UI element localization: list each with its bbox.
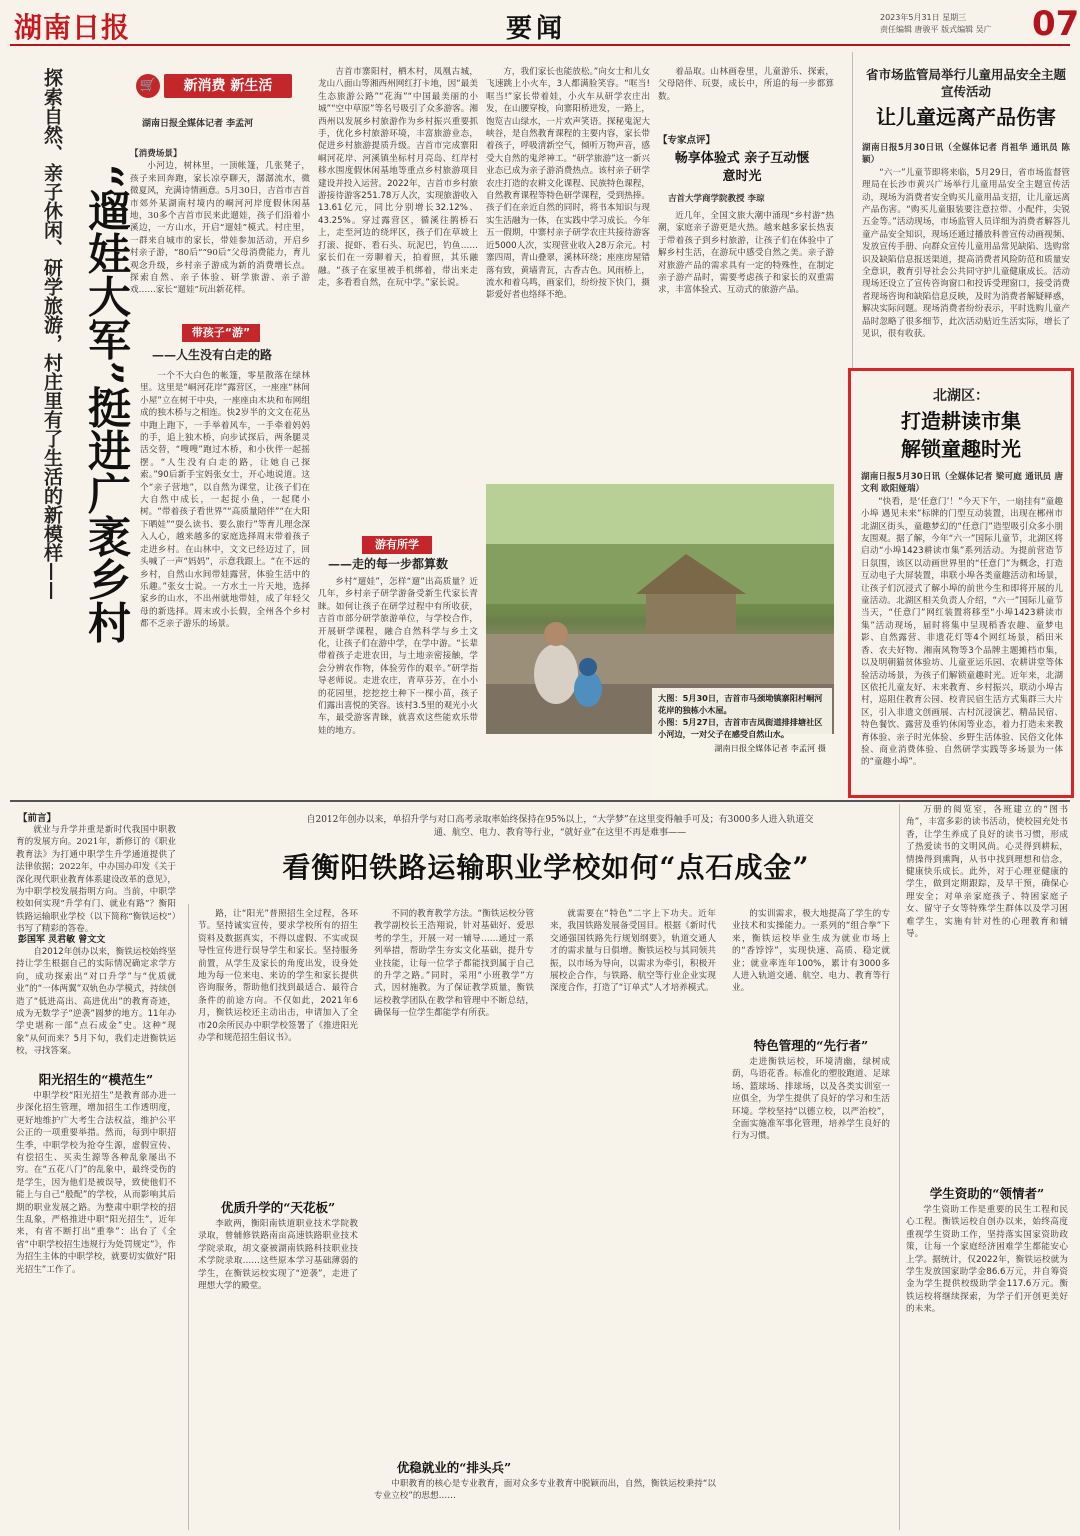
- lead-byline: 湖南日报全媒体记者 李孟河: [142, 119, 254, 129]
- sec5-paragraph: 学生资助工作是重要的民生工程和民心工程。衡铁运校自创办以来，始终高度重视学生资助工作，坚持落实国家资助政策，让每一个家庭经济困难学生都能安心上学。据统计，仅2022年，衡铁运校就为学生发放国家助学金86.6万元，并自筹资金为学生提供校级助学金117.6万元。衡铁运校将继续探索，为学子们开创更美好的未来。: [906, 1205, 1068, 1315]
- bottom-col2-paragraph: 路，让“阳光”普照招生全过程，各环节。坚持诚实宣传，要求学校所有的招生资料及数据真实，不得以虚假、不实或误导性宣传进行误导学生和家长。坚持服务前置，从学生及家长的角度出发，设身处地为每一位来电、来访的学生和家长提供咨询服务，帮助他们找到最适合、最符合条件的前途方向。不仅如此，2021年6月，衡铁运校还主动出击，申请加入了全市20余所民办中职学校签署了《推进阳光办学和规范招生倡议书》。: [198, 909, 358, 1044]
- sub1-paragraph: 一个不大白色的帐篷，零星散落在绿林里。这里是“峒河花岸”露营区，一座座“林间小屋”立在树干中央，一座座由木块和布网组成的独木桥与之相连。快2岁半的文文在花丛中跑上跑下，一手举着风车，一手牵着妈妈的手，追上独木桥，向步试探后，两条腿灵活交替，“嗖嗖”跑过木桥，和小伙伴一起摇摆。“人生没有白走的路，让她自己探索。”90后新手宝妈张女士，开心地说道。这个“亲子营地”，以自然为课堂，让孩子们在大自然中成长，一起捉小鱼，一起爬小树。“带着孩子看世界”“高质量陪伴”“在大阳下晒娃”“耍么读书、要么旅行”等育儿理念深入人心，越来越多的家庭选择周末带着孩子走进乡村。在山林中，文文已经迈过了，回头喊了一声“妈妈”，示意我跟上。“在不远的乡村，自然山水间带娃露营，体验生活中的乐趣。”张女士说。一方水土一片天地，选择家乡的山水，不出州就地带娃，成了年轻父母的新选择。周末或小长假，全州各个乡村都不乏亲子游乐的场景。: [140, 371, 310, 630]
- editor-text: 责任编辑 唐骏平 版式编辑 吴广: [880, 25, 992, 34]
- sec5-text: [906, 1204, 1068, 1528]
- bottom-deck: 自2012年创办以来，单招升学与对口高考录取率始终保持在95%以上，“大学梦”在这里变得触手可及；有3000多人进入轨道交通、航空、电力、教育等行业，“就好业”在这里不再是难事——: [306, 815, 814, 838]
- photo-caption: [652, 688, 832, 798]
- story2-byline: 湖南日报5月30日讯（全媒体记者 梁可庭 通讯员 唐文利 欧阳娅瑞）: [861, 472, 1063, 495]
- date-text: 2023年5月31日 星期三: [880, 13, 967, 22]
- col4-text: [658, 66, 834, 126]
- sec1-text: [16, 1090, 176, 1528]
- sub2-text: [318, 576, 478, 794]
- story2-headline-line1: 打造耕读市集: [901, 409, 1021, 433]
- newspaper-logo: 湖南日报: [14, 11, 131, 44]
- story2-text: [861, 471, 1063, 793]
- bottom-col3-paragraph: 不同的教育教学方法。“衡铁运校分管教学副校长王浩翔说，针对基础好、爱思考的学生，开展一对一辅导……通过一系列举措，帮助学生夯实文化基础，提升专业技能，让每一位学子都能找到属于自己的升学之路。”同时，采用“小班教学”方式，因材施教。为了保证教学质量，衡铁运校教学团队在教学和管理中不断总结，确保每一位学生都能学有所获。: [374, 909, 534, 1019]
- caption-1: 大图：5月30日，吉首市马颈坳镇寨阳村峒河花岸的独栋小木屋。: [658, 693, 823, 715]
- lead-subheadline: 探索自然、亲子休闲、研学旅游，村庄里有了生活的新模样——: [41, 68, 63, 600]
- expert-byline: 吉首大学商学院教授 李琼: [668, 194, 765, 204]
- bottom-headline: 看衡阳铁路运输职业学校如何“点石成金”: [282, 851, 810, 884]
- sec3-head: 优稳就业的“排头兵”: [396, 1460, 512, 1475]
- bottom-col1: [16, 946, 176, 1060]
- sec2-text: [198, 1218, 358, 1528]
- lead-headline: “遛娃大军”挺进广袤乡村: [81, 164, 131, 644]
- sec2-head: 优质升学的“天花板”: [220, 1200, 336, 1215]
- lead-paragraph: 小河边，树林里，一顶帐篷，几张凳子，孩子来回奔跑，家长凉亭聊天，潺潺流水，微微夏风，充满诗情画意。5月30日，吉首市吉首市郊外某湖南村境内的峒河河岸度假休闲基地，30多个吉首市民来此遛娃，孩子们沿着小溪边，一方山水，开启“遛娃”模式。村庄里，一群来自城市的家长，带娃参加活动，开启乡村亲子游，“80后”“90后”父母消费能力，育儿观念升级，乡村亲子游成为新的消费增长点。探索自然、亲子体验、研学旅游、亲子游戏……家长“遛娃”玩出新花样。: [130, 161, 310, 296]
- lead-label: 【消费场景】: [130, 149, 182, 159]
- story1-text: [862, 142, 1070, 364]
- sub1-text: [140, 370, 310, 796]
- col3-text: [486, 66, 650, 476]
- masthead-rule: [10, 44, 1070, 46]
- cabin: [646, 594, 736, 634]
- col-rule-2: [899, 804, 900, 1530]
- preface-text: [16, 824, 176, 935]
- right-story-1: [858, 52, 1074, 364]
- preface-paragraph: 就业与升学并重是新时代我国中职教育的发展方向。2021年，新修订的《职业教育法》为打通中职学生升学通道提供了法律依据；2022年，中办国办印发《关于深化现代职业教育体系建设改革的意见》，为中职学校发展指明方向。当前，中职学校如何实现“升学有门、就业有路”？衡阳铁路运输职业学校（以下简称“衡铁运校”）书写了精彩的答卷。: [16, 825, 176, 935]
- father-figure: [534, 644, 578, 704]
- bottom-col5: [732, 908, 890, 1028]
- sub1-head: ——人生没有白走的路: [152, 348, 273, 362]
- photo-credit: 湖南日报全媒体记者 李孟河 摄: [714, 743, 826, 753]
- expert-label: 【专家点评】: [658, 135, 716, 146]
- story2-paragraph: “快看，是‘任意门’！”今天下午，一扇挂有“童趣小埠 遇见未来”标牌的门型互动装置，出现在郴州市北湖区街头，童趣梦幻的“任意门”造型吸引众多小朋友围观。据了解，今年“六一”国际儿童节，北湖区将启动“小埠1423耕读市集”系列活动。为提前营造节日氛围，该区以动画世界里的“任意门”为概念，打造互动电子大屏装置，串联小埠各类童趣活动和场景，让孩子们沉浸式了解小埠的前世今生和即将开展的儿童活动。北湖区相关负责人介绍，“六一”国际儿童节当天，“任意门”网红装置将移至“小埠1423耕读市集”活动现场，届时将集中呈现稻香农趣、童梦电影、自然露营、非遗花灯等4个网红场景，稻田米香、农夫好物、湘南风物等3个品牌主题摊档市集，以及明朝猫贫体验坊、儿童亚运乐园、农耕讲堂等体验活动场景，为孩子们解锁童趣时光。近年来，北湖区依托儿童友好、未来教育、乡村振兴，联动小埠古村，巡阻住教育公园、校青民宿生活方式集群三大片区，引入非遗文创画展、古村沉浸演艺、精品民宿、特色餐饮、露营及垂钓休闲等业态，着力打造未来教育体验、亲子时光体验、乡野生活体验、民俗文化体验、商业消费体验、自然研学实践等多场景为一体的“童趣小埠”。: [861, 496, 1063, 768]
- child-figure: [574, 671, 602, 707]
- col2-paragraph: 吉首市寨阳村，栖木村，凤凰古城，龙山八面山等湘西州网红打卡地，因“最美生态旅游公路”“花海”“中国最美丽的小城”“空中草原”等名号吸引了众多游客。湘西州以发展乡村旅游作为乡村振兴重要抓手，优化乡村旅游环境，丰富旅游业态，促进乡村旅游提质升级。吉首市完成寨阳峒河花岸、河溪镇坐标村月亮岛、红岸村移水围度假休闲基地等重点乡村旅游项目建设并投入运营。2022年，吉首市乡村旅游接待游客251.78万人次，实现旅游收入13.61亿元，同比分别增长32.12%、43.25%。穿过露营区，循溪往鹊桥石上，走至河边的绕坪区，孩子们在草坡上打滚、捉虾、看石头、玩泥巴，钓鱼……家长们在一旁聊着天，拍着照，其乐融融。“孩子在家里被手机绑着，带出来走走，多看看自然，在玩中学。”家长说。: [318, 67, 478, 288]
- sub2-head: ——走的每一步都算数: [328, 557, 449, 571]
- sec1-paragraph: 中职学校“阳光招生”是教育部办进一步深化招生管理，增加招生工作透明度，更好地维护广大考生合法权益，维护公平公正的一项重要举措。然而，每到中职招生季，中职学校为抢夺生源，虚假宣传、有偿招生、买卖生源等各种乱象屡出不穷。在“五花八门”的乱象中，最终受伤的是学生，因为他们是被误导，致使他们不能上与自己“般配”的学校，从而影响其后期的职业发展之路。为整肃中职学校的招生乱象，严格推进中职“阳光招生”，近年来，有省不断打出“重拳”：出台了《全省“中职学校招生违规行为处罚规定”》，作为招生主体的中职学校，就要切实做好“阳光招生”工作了。: [16, 1091, 176, 1275]
- lead-text: [130, 148, 310, 300]
- bottom-col6: [906, 804, 1068, 1170]
- story1-paragraph: “六一”儿童节即将来临，5月29日，省市场监督管理局在长沙市黄兴广场举行儿童用品安全主题宣传活动，现场为消费者安全购买儿童用品支招，让儿童远离产品伤害。“购买儿童服装要注意拉带、小配件，尖锐五金等。”活动现场，市场监管人员详细为消费者解答儿童产品安全知识，现场还通过播放科普宣传动画视频、发放宣传手册、向群众宣传儿童用品常见缺陷、选购常识及缺陷信息报送渠道，提高消费者风险防范和质量安全意识，教育引导社会公共同守护儿童健康成长。活动现场还设立了宣传咨询窗口和投诉受理窗口，接受消费者现场咨询和缺陷信息反映，及时为消费者解疑释惑，解决实际问题。现场消费者纷纷表示，平时选购儿童产品时忽略了很多细节，此次活动贴近生活实际，增长了见识，很有收获。: [862, 167, 1070, 340]
- date-line: [880, 12, 992, 36]
- bottom-col2: [198, 908, 358, 1188]
- expert-paragraph: 近几年，全国文旅大潮中涌现“乡村游”热潮，家庭亲子游更是火热。越来越多家长热衷于带着孩子到乡村旅游，让孩子们在体验中了解乡村生活，在游玩中感受自然之美。亲子游对旅游产品的需求具有一定的特殊性，在制定亲子游产品时，需要考虑孩子和家长的双重需求，丰富体验式、互动式的旅游产品。: [658, 211, 834, 296]
- bottom-col4: [550, 908, 716, 1448]
- expert-headline: 畅享体验式 亲子互动惬意时光: [674, 151, 810, 184]
- story2-headline-line2: 解锁童趣时光: [901, 437, 1021, 461]
- sub2-paragraph: 乡村“遛娃”，怎样“遛”出高质量？近几年，乡村亲子研学游备受新生代家长青睐。如何让孩子在研学过程中有所收获，吉首市部分研学旅游单位，与学校合作，开展研学课程，融合自然科学与乡土文化，让孩子们在游中学，在学中游。“长辈带着孩子走进农田，与土地亲密接触，学会分辨农作物，体验劳作的艰辛。”研学指导老师说。走进农庄，青草芬芳，在小小的花园里，挖挖挖土种下一棵小苗，孩子们露出喜悦的笑容。该村3.5里的观光小火车，最受游客青睐，就喜欢这些能欢乐带娃的地方。: [318, 577, 478, 736]
- kicker-tag-label: 新消费 新生活: [164, 74, 292, 98]
- sec3-text: [374, 1478, 716, 1528]
- bottom-col5-paragraph: 的实训需求，极大地提高了学生的专业技术和实操能力。一系列的“组合拳”下来，衡铁运校毕业生成为就业市场上的“香饽饽”，实现快速、高质、稳定就业；就业率连年100%，累计有3000多人进入轨道交通、航空、电力、教育等行业。: [732, 909, 890, 994]
- bottom-byline: 彭国军 灵君敏 曾文文: [18, 935, 106, 945]
- child-head: [579, 658, 597, 676]
- right-story-2: [848, 368, 1074, 798]
- sec2-paragraph: 李欧两，衡阳南铁道职业技术学院教录取，曾辅修铁路南亩高速铁路职业技术学院录取，胡文豪被湖南铁路科技职业技术学院录取……这些原本学习基础薄弱的学生，在衡铁运校实现了“逆袭”，走进了理想大学的殿堂。: [198, 1219, 358, 1292]
- story2-headline: [851, 407, 1071, 463]
- lead-story: [12, 52, 848, 797]
- preface-label: 【前言】: [18, 813, 57, 824]
- expert-text: [658, 210, 834, 464]
- story1-kicker: 省市场监管局举行儿童用品安全主题宣传活动: [865, 67, 1066, 99]
- bottom-col3: [374, 908, 534, 1528]
- sub2-tag: 游有所学: [362, 536, 432, 554]
- bottom-col1-paragraph: 自2012年创办以来，衡铁运校始终坚持让学生根据自己的实际情况确定求学方向，成功探索出“对口升学”与“优质就业”的“一体两翼”双轨色办学模式，持续创造了“低进高出、高进优出”的教育奇迹，成为无数学子“逆袭”圆梦的地方。11年办学史堪称一部“点石成金”史。这种“现象”从何而来？5月下旬，我们走进衡铁运校，寻找答案。: [16, 947, 176, 1057]
- sec1-head: 阳光招生的“模范生”: [38, 1072, 154, 1087]
- bottom-col4-paragraph: 就需要在“特色”二字上下功夫。近年来，我国铁路发展备受国目。根据《新时代交通强国铁路先行规划纲要》，轨道交通人才的需求量与日俱增。衡铁运校与其同领共振，以市场为导向，以需求为牵引，积极开展校企合作，与铁路、航空等行业企业实现深度合作，打造了“订单式”人才培养模式。: [550, 909, 716, 994]
- sec4-paragraph: 走进衡铁运校，环境清幽，绿树成荫，鸟语花香。标准化的塑胶跑道、足球场、篮球场、排球场，以及各类实训室一应俱全，为学生提供了良好的学习和生活环境。学校坚持“以德立校，以严治校”，全面实施准军事化管理，培养学生良好的行为习惯。: [732, 1057, 890, 1142]
- sec3-paragraph: 中职教育的核心是专业教育，面对众多专业教育中脱颖而出，自然，衡铁运校秉持“以专业立校”的思想……: [374, 1479, 716, 1502]
- page-number: 07: [1032, 4, 1080, 44]
- col2-text: [318, 66, 478, 522]
- sub1-tag: 带孩子“游”: [182, 324, 260, 342]
- col-rule-1: [188, 904, 189, 1530]
- section-title: 要闻: [506, 14, 567, 44]
- col4-paragraph: 着品取。山林画卷里，儿童游乐、探索，父母陪伴、玩耍，成长中，所追的每一步都算数。: [658, 67, 834, 102]
- father-head: [544, 622, 568, 646]
- story1-headline: 让儿童远离产品伤害: [876, 105, 1056, 129]
- kicker-tag: [136, 70, 294, 104]
- sec4-head: 特色管理的“先行者”: [753, 1038, 869, 1053]
- story1-byline: 湖南日报5月30日讯（全媒体记者 肖祖华 通讯员 陈颖）: [862, 143, 1070, 166]
- cart-icon: 🛒: [136, 74, 160, 98]
- bottom-story: [10, 804, 1074, 1534]
- section-divider: [10, 800, 1070, 802]
- story2-kicker: 北湖区：: [933, 388, 989, 404]
- caption-2: 小图：5月27日，吉首市吉凤街道排排塘社区小河边，一对父子在感受自然山水。: [658, 717, 823, 739]
- bottom-col6-paragraph: 万册的阅览室，各班建立的“图书角”，丰富多彩的读书活动，使校园充处书香，让学生养成了良好的读书习惯，形成了热爱读书的文明风尚。心灵得到耕耘，情操得到熏陶，从书中找到理想和信念，健康快乐成长。此外，对于心理亚健康的学生，做到定期跟踪，及早干预，确保心理安全；对单亲家庭孩子、特困家庭子女、留守子女等特殊学生群体以及学习困难学生，实施有针对性的心理教育和辅导。: [906, 805, 1068, 940]
- sec4-text: [732, 1056, 890, 1528]
- col3-paragraph: 方，我们家长也能放松。”向女士和儿女飞速跳上小火车，3人都满脸笑容。“哐当!哐当!”家长带着娃，小火车从研学农庄出发，在山腰穿梭，向寨阳桥进发，一路上，饱览吉山绿水，一片欢声笑语。探秘鬼泥大峡谷，是自然教育课程的主要内容，家长带着孩子，呼吸清新空气，倾听万物声音，感受大自然的鬼斧神工。“研学旅游”这一新兴业态已成为亲子游消费热点。该村亲子研学农庄打造的农耕文化课程、民族特色课程，自然教育课程等特色研学课程，受到热捧。孩子们在亲近自然的同时，将书本知识与现实生活融为一体，在实践中学习成长。今年五一假期，中寨村亲子研学农庄共接待游客近5000人次，实现营业收入28万余元。村寨四周，青山叠翠，溪林环绕；座座房屋错落有致，黄墙青瓦，古香古色。风雨桥上，流水和着乌鸣，画家们，纷纷按下快门，摄影爱好者也络绎不绝。: [486, 67, 650, 301]
- sec5-head: 学生资助的“领情者”: [929, 1186, 1045, 1201]
